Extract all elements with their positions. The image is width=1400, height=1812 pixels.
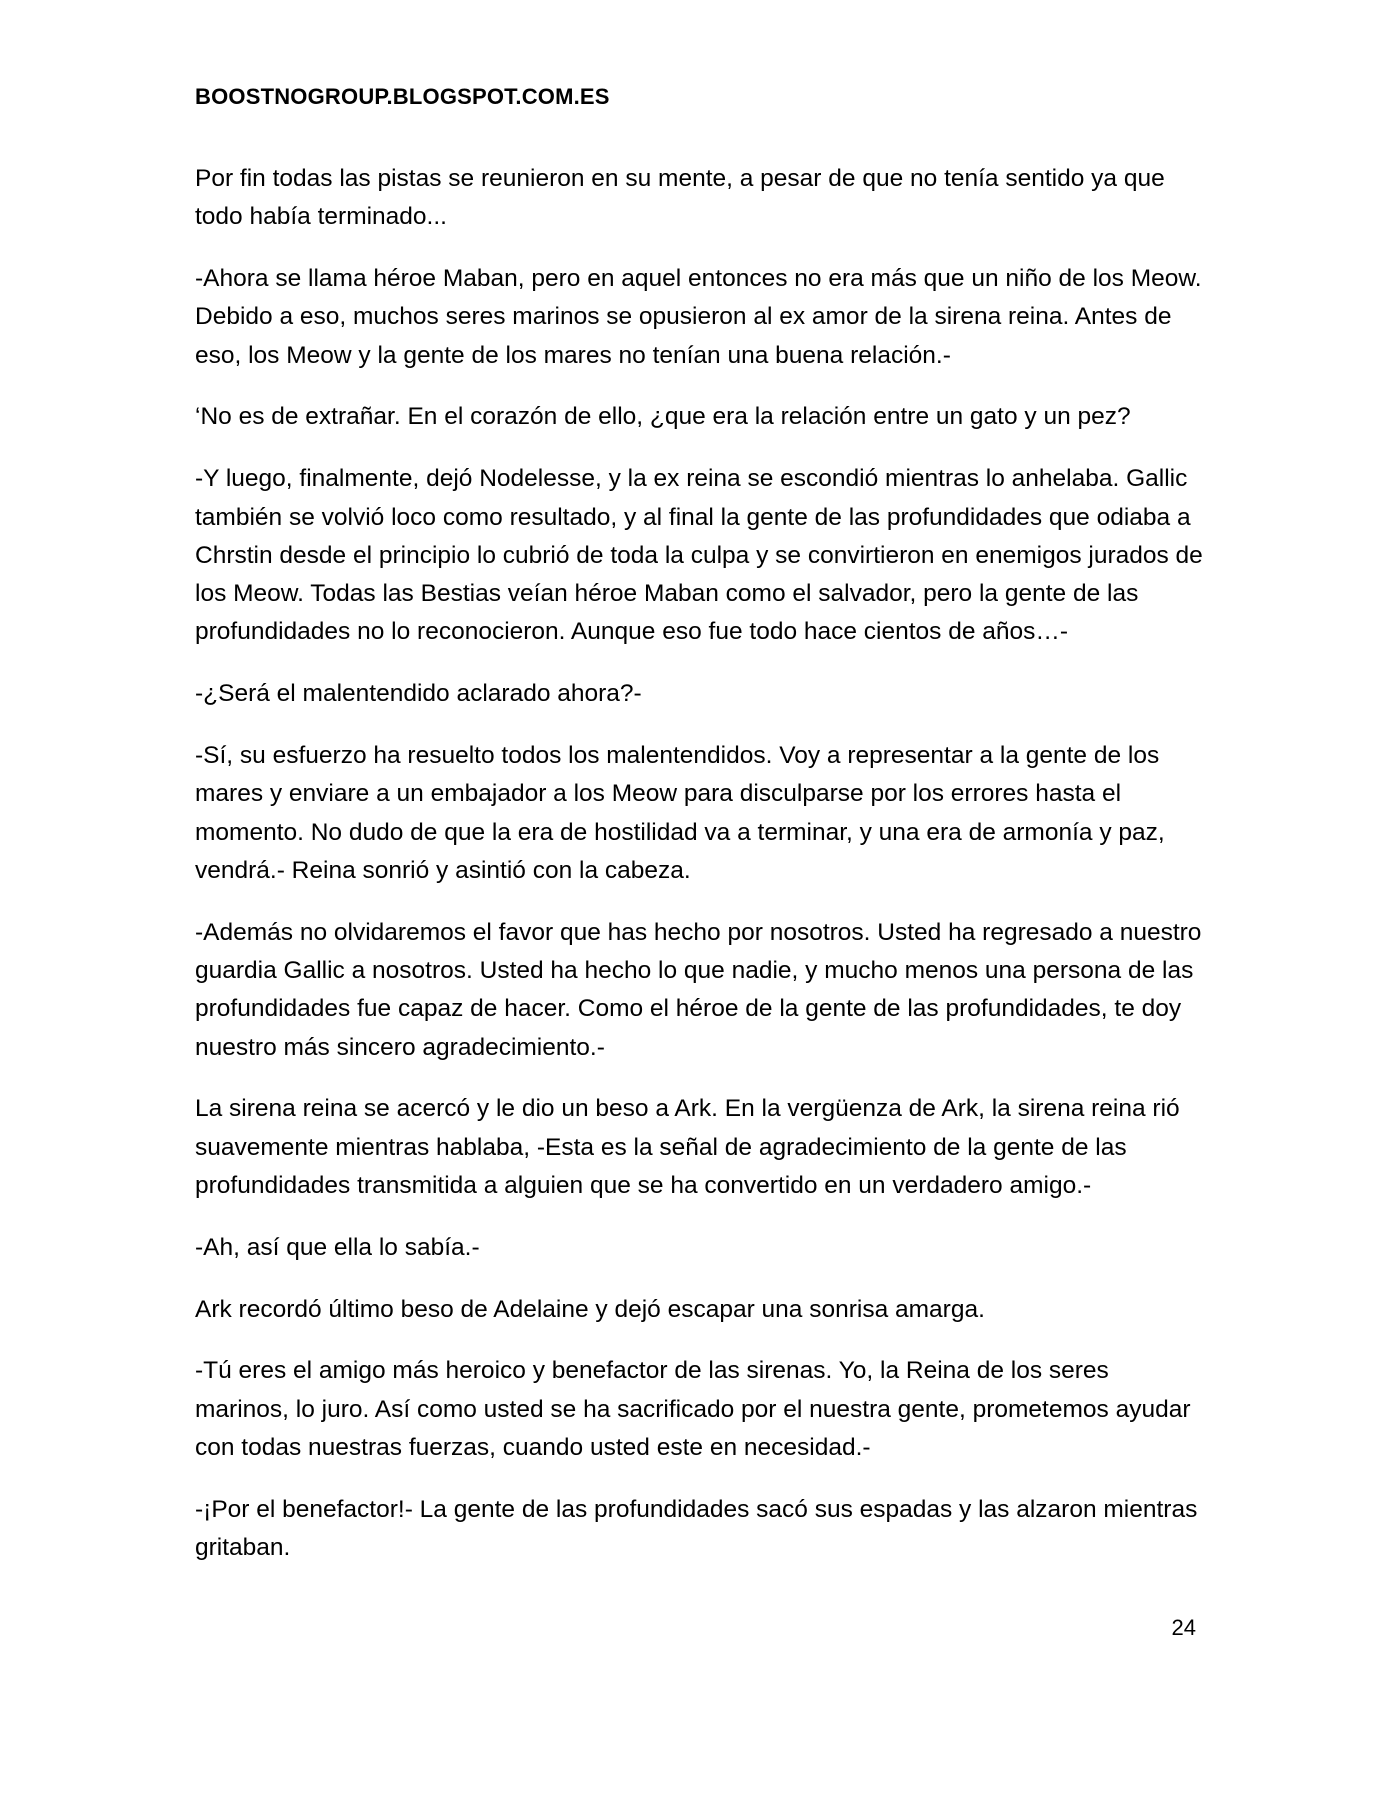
paragraph: Ark recordó último beso de Adelaine y dejó escapar una sonrisa amarga. [195,1295,985,1323]
paragraph: -Además no olvidaremos el favor que has hecho por nosotros. Usted ha regresado a nuestro guardia Gallic a nosotros. Usted ha hecho lo que nadie, y mucho menos una persona de las profundidades fue capaz de hacer. Como el héroe de la gente de las profundidades, te doy nuestro más sincero agradecimiento.- [195,918,1202,1061]
paragraph: -Ah, así que ella lo sabía.- [195,1233,480,1261]
paragraph: -Y luego, finalmente, dejó Nodelesse, y la ex reina se escondió mientras lo anhelaba. Gallic también se volvió loco como resultado, y al final la gente de las profundidades que odiaba a Chrstin desde el principio lo cubrió de toda la culpa y se convirtieron en enemigos jurados de los Meow. Todas las Bestias veían héroe Maban como el salvador, pero la gente de las profundidades no lo reconocieron. Aunque eso fue todo hace cientos de años…- [195,465,1203,646]
paragraph: Por fin todas las pistas se reunieron en su mente, a pesar de que no tenía sentido ya que todo había terminado... [195,165,1165,231]
page-number: 24 [1171,1615,1196,1640]
page-header: BOOSTNOGROUP.BLOGSPOT.COM.ES [195,84,610,109]
paragraph: -¡Por el benefactor!- La gente de las profundidades sacó sus espadas y las alzaron mientras gritaban. [195,1495,1198,1562]
body-text [195,160,1205,1591]
paragraph: La sirena reina se acercó y le dio un beso a Ark. En la vergüenza de Ark, la sirena reina rió suavemente mientras hablaba, -Esta es la señal de agradecimiento de la gente de las profundidades transmitida a alguien que se ha convertido en un verdadero amigo.- [195,1095,1180,1200]
paragraph: ‘No es de extrañar. En el corazón de ello, ¿que era la relación entre un gato y un pez? [195,403,1131,431]
paragraph: -¿Será el malentendido aclarado ahora?- [195,680,642,708]
paragraph: -Ahora se llama héroe Maban, pero en aquel entonces no era más que un niño de los Meow. Debido a eso, muchos seres marinos se opusieron al ex amor de la sirena reina. Antes de eso, los Meow y la gente de los mares no tenían una buena relación.- [195,265,1202,369]
paragraph: -Tú eres el amigo más heroico y benefactor de las sirenas. Yo, la Reina de los seres marinos, lo juro. Así como usted se ha sacrificado por el nuestra gente, prometemos ayudar con todas nuestras fuerzas, cuando usted este en necesidad.- [195,1357,1191,1462]
paragraph: -Sí, su esfuerzo ha resuelto todos los malentendidos. Voy a representar a la gente de los mares y enviare a un embajador a los Meow para disculparse por los errores hasta el momento. No dudo de que la era de hostilidad va a terminar, y una era de armonía y paz, vendrá.- Reina sonrió y asintió con la cabeza. [195,742,1165,884]
